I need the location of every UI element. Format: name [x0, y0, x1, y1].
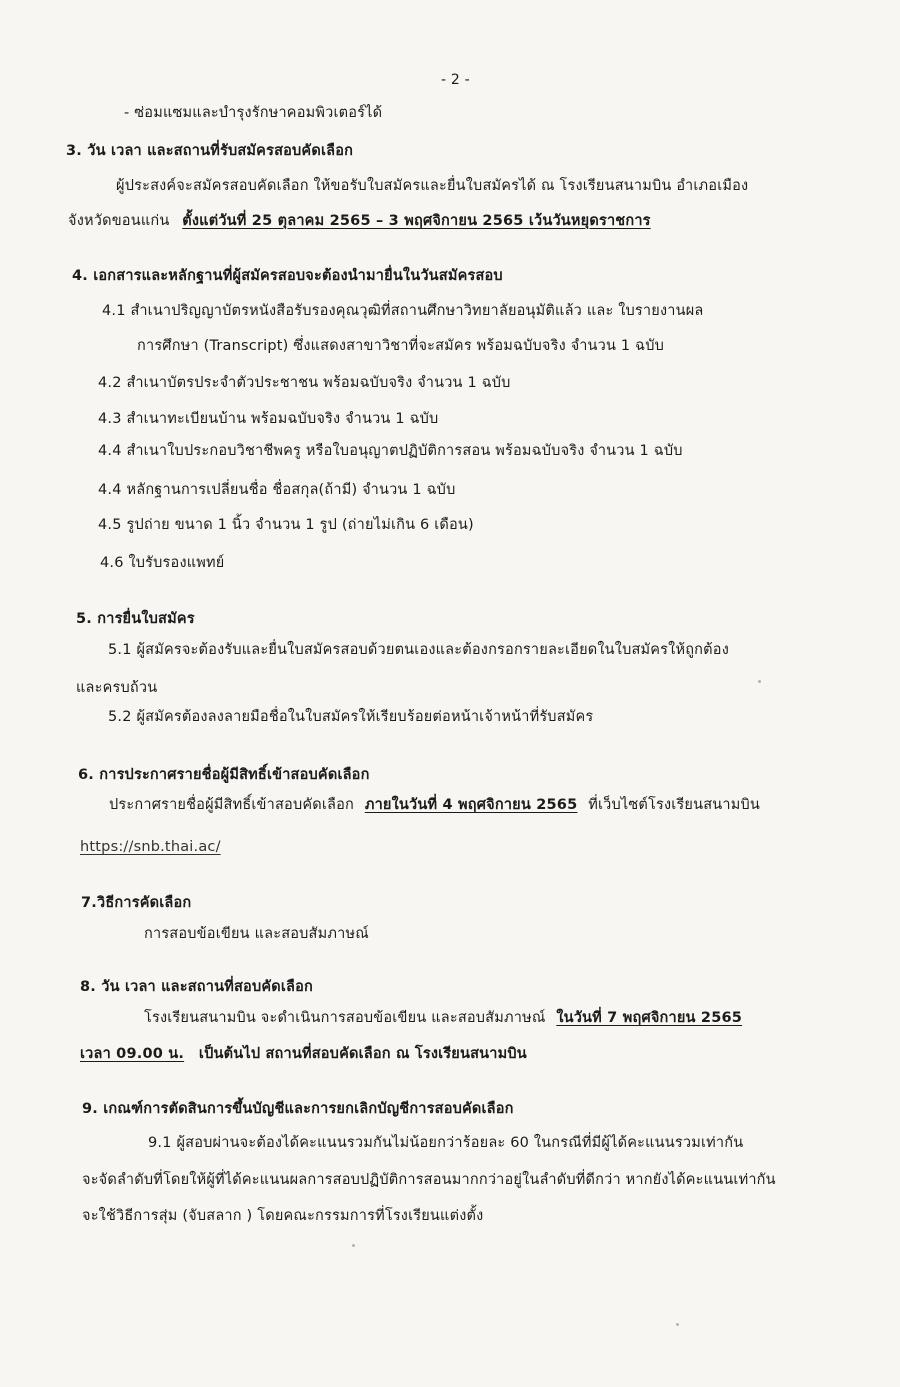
section-6-heading: 6. การประกาศรายชื่อผู้มีสิทธิ์เข้าสอบคัดเลือก: [78, 767, 370, 783]
section-8-heading: 8. วัน เวลา และสถานที่สอบคัดเลือก: [80, 979, 313, 995]
item-4-4b: 4.4 หลักฐานการเปลี่ยนชื่อ ชื่อสกุล(ถ้ามี) จำนวน 1 ฉบับ: [98, 482, 456, 498]
section-5-heading: 5. การยื่นใบสมัคร: [76, 611, 195, 627]
exam-date: ในวันที่ 7 พฤศจิกายน 2565: [556, 1010, 743, 1026]
item-5-1-line-2: และครบถ้วน: [76, 680, 158, 696]
section-3-heading: 3. วัน เวลา และสถานที่รับสมัครสอบคัดเลือก: [66, 143, 354, 159]
item-4-1-line-1: 4.1 สำเนาปริญญาบัตรหนังสือรับรองคุณวุฒิที่สถานศึกษาวิทยาลัยอนุมัติแล้ว และ ใบรายงานผล: [102, 303, 704, 319]
item-4-2: 4.2 สำเนาบัตรประจำตัวประชาชน พร้อมฉบับจริง จำนวน 1 ฉบับ: [98, 375, 511, 391]
scan-speck: [352, 1244, 355, 1247]
section-6-paragraph: [109, 795, 760, 815]
section-9-heading: 9. เกณฑ์การตัดสินการขึ้นบัญชีและการยกเลิกบัญชีการสอบคัดเลือก: [82, 1101, 514, 1117]
item-4-3: 4.3 สำเนาทะเบียนบ้าน พร้อมฉบับจริง จำนวน 1 ฉบับ: [98, 411, 439, 427]
item-9-1-line-3: จะใช้วิธีการสุ่ม (จับสลาก ) โดยคณะกรรมการที่โรงเรียนแต่งตั้ง: [82, 1208, 484, 1224]
section-7-heading: 7.วิธีการคัดเลือก: [81, 895, 192, 911]
section-4-heading: 4. เอกสารและหลักฐานที่ผู้สมัครสอบจะต้องนำมายื่นในวันสมัครสอบ: [72, 268, 503, 284]
page-number: - 2 -: [441, 72, 470, 88]
application-dates: ตั้งแต่วันที่ 25 ตุลาคม 2565 – 3 พฤศจิกายน 2565 เว้นวันหยุดราชการ: [182, 213, 651, 229]
section-8-paragraph-line-1: [144, 1008, 742, 1028]
section-3-paragraph-line-2: [68, 211, 651, 231]
item-4-6: 4.6 ใบรับรองแพทย์: [100, 555, 225, 571]
announcement-date: ภายในวันที่ 4 พฤศจิกายน 2565: [364, 797, 578, 813]
intro-bullet: - ซ่อมแซมและบำรุงรักษาคอมพิวเตอร์ได้: [124, 105, 383, 121]
province-text: จังหวัดขอนแก่น: [68, 213, 170, 229]
item-5-2: 5.2 ผู้สมัครต้องลงลายมือชื่อในใบสมัครให้เรียบร้อยต่อหน้าเจ้าหน้าที่รับสมัคร: [108, 709, 594, 725]
item-4-4: 4.4 สำเนาใบประกอบวิชาชีพครู หรือใบอนุญาตปฏิบัติการสอน พร้อมฉบับจริง จำนวน 1 ฉบับ: [98, 443, 683, 459]
item-9-1-line-2: จะจัดลำดับที่โดยให้ผู้ที่ได้คะแนนผลการสอบปฏิบัติการสอนมากกว่าอยู่ในลำดับที่ดีกว่า หากยังได้คะแนนเท่ากัน: [82, 1172, 776, 1188]
exam-venue: เป็นต้นไป สถานที่สอบคัดเลือก ณ โรงเรียนสนามบิน: [198, 1046, 527, 1062]
website-text: ที่เว็บไซต์โรงเรียนสนามบิน: [588, 797, 761, 813]
section-7-paragraph: การสอบข้อเขียน และสอบสัมภาษณ์: [144, 926, 369, 942]
section-3-paragraph-line-1: ผู้ประสงค์จะสมัครสอบคัดเลือก ให้ขอรับใบสมัครและยื่นใบสมัครได้ ณ โรงเรียนสนามบิน อำเภอเมือง: [116, 178, 749, 194]
item-9-1-line-1: 9.1 ผู้สอบผ่านจะต้องได้คะแนนรวมกันไม่น้อยกว่าร้อยละ 60 ในกรณีที่มีผู้ได้คะแนนรวมเท่ากัน: [148, 1135, 744, 1151]
scan-speck: [758, 680, 761, 683]
exam-time: เวลา 09.00 น.: [80, 1046, 185, 1062]
item-4-5: 4.5 รูปถ่าย ขนาด 1 นิ้ว จำนวน 1 รูป (ถ่ายไม่เกิน 6 เดือน): [98, 517, 474, 533]
exam-text: โรงเรียนสนามบิน จะดำเนินการสอบข้อเขียน และสอบสัมภาษณ์: [144, 1010, 546, 1026]
item-5-1-line-1: 5.1 ผู้สมัครจะต้องรับและยื่นใบสมัครสอบด้วยตนเองและต้องกรอกรายละเอียดในใบสมัครให้ถูกต้อง: [108, 642, 729, 658]
item-4-1-line-2: การศึกษา (Transcript) ซึ่งแสดงสาขาวิชาที่จะสมัคร พร้อมฉบับจริง จำนวน 1 ฉบับ: [137, 338, 665, 354]
announcement-text: ประกาศรายชื่อผู้มีสิทธิ์เข้าสอบคัดเลือก: [109, 797, 355, 813]
section-8-paragraph-line-2: [80, 1044, 527, 1064]
scan-speck: [676, 1323, 679, 1326]
school-website-link[interactable]: https://snb.thai.ac/: [80, 839, 221, 855]
